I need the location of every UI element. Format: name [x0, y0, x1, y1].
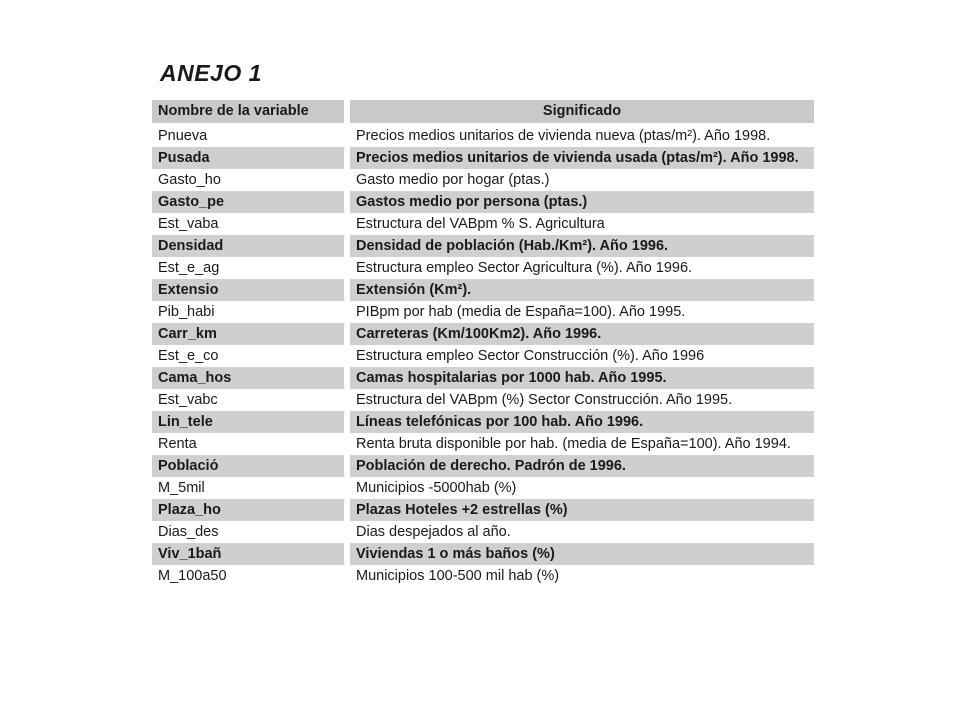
variable-name-cell: Densidad: [152, 235, 350, 257]
table-row: [152, 279, 814, 301]
meaning-cell: Población de derecho. Padrón de 1996.: [350, 455, 814, 477]
variable-name-cell: Gasto_pe: [152, 191, 350, 213]
header-meaning: Significado: [350, 100, 814, 125]
table-row: [152, 213, 814, 235]
table-row: [152, 125, 814, 147]
variable-name-cell: Dias_des: [152, 521, 350, 543]
table-row: [152, 411, 814, 433]
variable-name-cell: Extensio: [152, 279, 350, 301]
variable-name-cell: Est_vaba: [152, 213, 350, 235]
table-row: [152, 389, 814, 411]
meaning-cell: Estructura empleo Sector Agricultura (%). Año 1996.: [356, 260, 693, 276]
meaning-cell: Dias despejados al año.: [356, 524, 511, 540]
document-title: ANEJO 1: [160, 60, 262, 86]
table-row: [152, 433, 814, 455]
table-header-row: [152, 100, 814, 125]
meaning-cell: Camas hospitalarias por 1000 hab. Año 1995.: [350, 367, 814, 389]
variable-name-cell: Est_vabc: [152, 389, 350, 411]
meaning-cell: Densidad de población (Hab./Km²). Año 1996.: [350, 235, 814, 257]
meaning-cell: Municipios 100-500 mil hab (%): [356, 568, 560, 584]
meaning-cell: Extensión (Km²).: [350, 279, 814, 301]
table-row: [152, 477, 814, 499]
variable-name-cell: Pib_habi: [152, 301, 350, 323]
variable-name-cell: Est_e_ag: [152, 257, 350, 279]
table-row: [152, 169, 814, 191]
variable-name-cell: Viv_1bañ: [152, 543, 350, 565]
variable-name-cell: Est_e_co: [152, 345, 350, 367]
table-row: [152, 301, 814, 323]
variables-table: [152, 100, 814, 587]
variable-name-cell: M_100a50: [152, 565, 350, 587]
variable-name-cell: Carr_km: [152, 323, 350, 345]
table-row: [152, 455, 814, 477]
meaning-cell: Carreteras (Km/100Km2). Año 1996.: [350, 323, 814, 345]
table-row: [152, 565, 814, 587]
meaning-cell: Plazas Hoteles +2 estrellas (%): [350, 499, 814, 521]
meaning-cell: Estructura del VABpm (%) Sector Construcción. Año 1995.: [356, 392, 733, 408]
variable-name-cell: M_5mil: [152, 477, 350, 499]
meaning-cell: Viviendas 1 o más baños (%): [350, 543, 814, 565]
table-row: [152, 543, 814, 565]
meaning-cell: Renta bruta disponible por hab. (media de España=100). Año 1994.: [356, 436, 791, 452]
table-row: [152, 367, 814, 389]
variable-name-cell: Cama_hos: [152, 367, 350, 389]
table-row: [152, 521, 814, 543]
table-row: [152, 257, 814, 279]
table-row: [152, 191, 814, 213]
meaning-cell: Precios medios unitarios de vivienda nueva (ptas/m²). Año 1998.: [356, 128, 771, 144]
meaning-cell: Líneas telefónicas por 100 hab. Año 1996.: [350, 411, 814, 433]
meaning-cell: PIBpm por hab (media de España=100). Año 1995.: [356, 304, 686, 320]
variable-name-cell: Pnueva: [152, 125, 350, 147]
table-row: [152, 235, 814, 257]
table-row: [152, 345, 814, 367]
variable-name-cell: Poblaciό: [152, 455, 350, 477]
meaning-cell: Municipios -5000hab (%): [356, 480, 517, 496]
variable-name-cell: Pusada: [152, 147, 350, 169]
table-row: [152, 147, 814, 169]
table-row: [152, 499, 814, 521]
variable-name-cell: Renta: [152, 433, 350, 455]
header-variable-name: Nombre de la variable: [152, 100, 350, 125]
meaning-cell: Estructura empleo Sector Construcción (%). Año 1996: [356, 348, 705, 364]
meaning-cell: Estructura del VABpm % S. Agricultura: [356, 216, 605, 232]
meaning-cell: Gasto medio por hogar (ptas.): [356, 172, 550, 188]
meaning-cell: Gastos medio por persona (ptas.): [350, 191, 814, 213]
table-row: [152, 323, 814, 345]
meaning-cell: Precios medios unitarios de vivienda usada (ptas/m²). Año 1998.: [350, 147, 814, 169]
variable-name-cell: Lin_tele: [152, 411, 350, 433]
variable-name-cell: Gasto_ho: [152, 169, 350, 191]
variable-name-cell: Plaza_ho: [152, 499, 350, 521]
